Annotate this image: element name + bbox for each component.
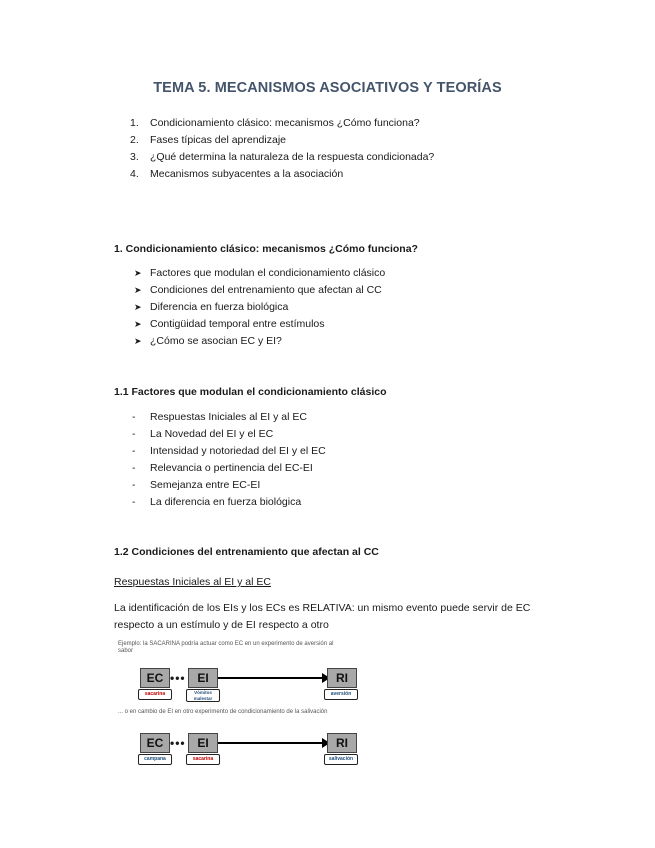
ri-box: RI [327, 668, 357, 688]
body-paragraph: La identificación de los EIs y los ECs es RELATIVA: un mismo evento puede servir de EC respecto a un estímulo y de EI respecto a otro [114, 602, 531, 631]
section-1-2-heading: 1.2 Condiciones del entrenamiento que afectan al CC [114, 546, 379, 558]
toc-number: 1. [130, 117, 139, 129]
ri-box: RI [327, 733, 357, 753]
list-item-text: Intensidad y notoriedad del EI y el EC [150, 445, 326, 457]
list-item-text: Diferencia en fuerza biológica [150, 301, 289, 313]
list-item-text: Respuestas Iniciales al EI y al EC [150, 411, 307, 423]
dash-bullet-icon: - [132, 445, 136, 457]
toc-item [130, 166, 434, 183]
ec-box: EC [140, 668, 170, 688]
arrow-bullet-icon: ➤ [134, 285, 142, 295]
dash-bullet-icon: - [132, 496, 136, 508]
arrow-bullet-icon: ➤ [134, 336, 142, 346]
figure-caption-1: Ejemplo: la SACARINA podría actuar como EC en un experimento de aversión al sabor [118, 641, 334, 654]
ei-box: EI [188, 668, 218, 688]
arrow-bullet-icon: ➤ [134, 302, 142, 312]
list-item-text: La diferencia en fuerza biológica [150, 496, 302, 508]
arrow-bullet-icon: ➤ [134, 268, 142, 278]
list-item [134, 299, 385, 316]
dash-bullet-icon: - [132, 462, 136, 474]
arrow-line [218, 742, 322, 744]
list-item [132, 477, 326, 494]
dash-bullet-icon: - [132, 428, 136, 440]
toc-item [130, 115, 434, 132]
list-item [134, 333, 385, 350]
list-item [132, 443, 326, 460]
list-item-text: Factores que modulan el condicionamiento clásico [150, 267, 386, 279]
section-subheading: Respuestas Iniciales al EI y al EC [114, 576, 271, 588]
toc-text: Mecanismos subyacentes a la asociación [150, 168, 344, 180]
section-1-heading: 1. Condicionamiento clásico: mecanismos ¿Cómo funciona? [114, 243, 418, 255]
ec-ei-diagram [112, 638, 362, 768]
toc-number: 4. [130, 168, 139, 180]
toc-text: ¿Qué determina la naturaleza de la respuesta condicionada? [150, 151, 435, 163]
figure-caption-2: ... o en cambio de EI en otro experimento de condicionamiento de la salivación [118, 709, 328, 715]
toc-item [130, 149, 434, 166]
ri-tag: salivación [324, 754, 358, 765]
list-item [132, 426, 326, 443]
toc-number: 2. [130, 134, 139, 146]
list-item-text: Relevancia o pertinencia del EC-EI [150, 462, 313, 474]
page-title: TEMA 5. MECANISMOS ASOCIATIVOS Y TEORÍAS [153, 80, 502, 96]
list-item-text: Contigüidad temporal entre estímulos [150, 318, 325, 330]
dash-bullet-icon: - [132, 479, 136, 491]
section-1-1-list [132, 409, 326, 511]
table-of-contents [130, 115, 434, 183]
list-item-text: La Novedad del EI y el EC [150, 428, 274, 440]
ri-tag: aversión [324, 689, 358, 700]
list-item [134, 282, 385, 299]
ec-box: EC [140, 733, 170, 753]
association-dots: ••• [170, 671, 186, 685]
list-item-text: ¿Cómo se asocian EC y EI? [150, 335, 282, 347]
list-item [134, 265, 385, 282]
arrow-bullet-icon: ➤ [134, 319, 142, 329]
toc-number: 3. [130, 151, 139, 163]
list-item-text: Semejanza entre EC-EI [150, 479, 261, 491]
dash-bullet-icon: - [132, 411, 136, 423]
list-item-text: Condiciones del entrenamiento que afectan al CC [150, 284, 382, 296]
ei-tag: Vómitos malestar [186, 689, 220, 702]
list-item [132, 409, 326, 426]
section-1-list [134, 265, 385, 350]
section-1-1-heading: 1.1 Factores que modulan el condicionamiento clásico [114, 386, 387, 398]
ei-box: EI [188, 733, 218, 753]
list-item [132, 460, 326, 477]
ec-tag: campana [138, 754, 172, 765]
association-dots: ••• [170, 736, 186, 750]
arrow-line [218, 677, 322, 679]
toc-text: Fases típicas del aprendizaje [150, 134, 286, 146]
list-item [134, 316, 385, 333]
ec-tag: sacarina [138, 689, 172, 700]
toc-text: Condicionamiento clásico: mecanismos ¿Cómo funciona? [150, 117, 420, 129]
list-item [132, 494, 326, 511]
ei-tag: sacarina [186, 754, 220, 765]
toc-item [130, 132, 434, 149]
